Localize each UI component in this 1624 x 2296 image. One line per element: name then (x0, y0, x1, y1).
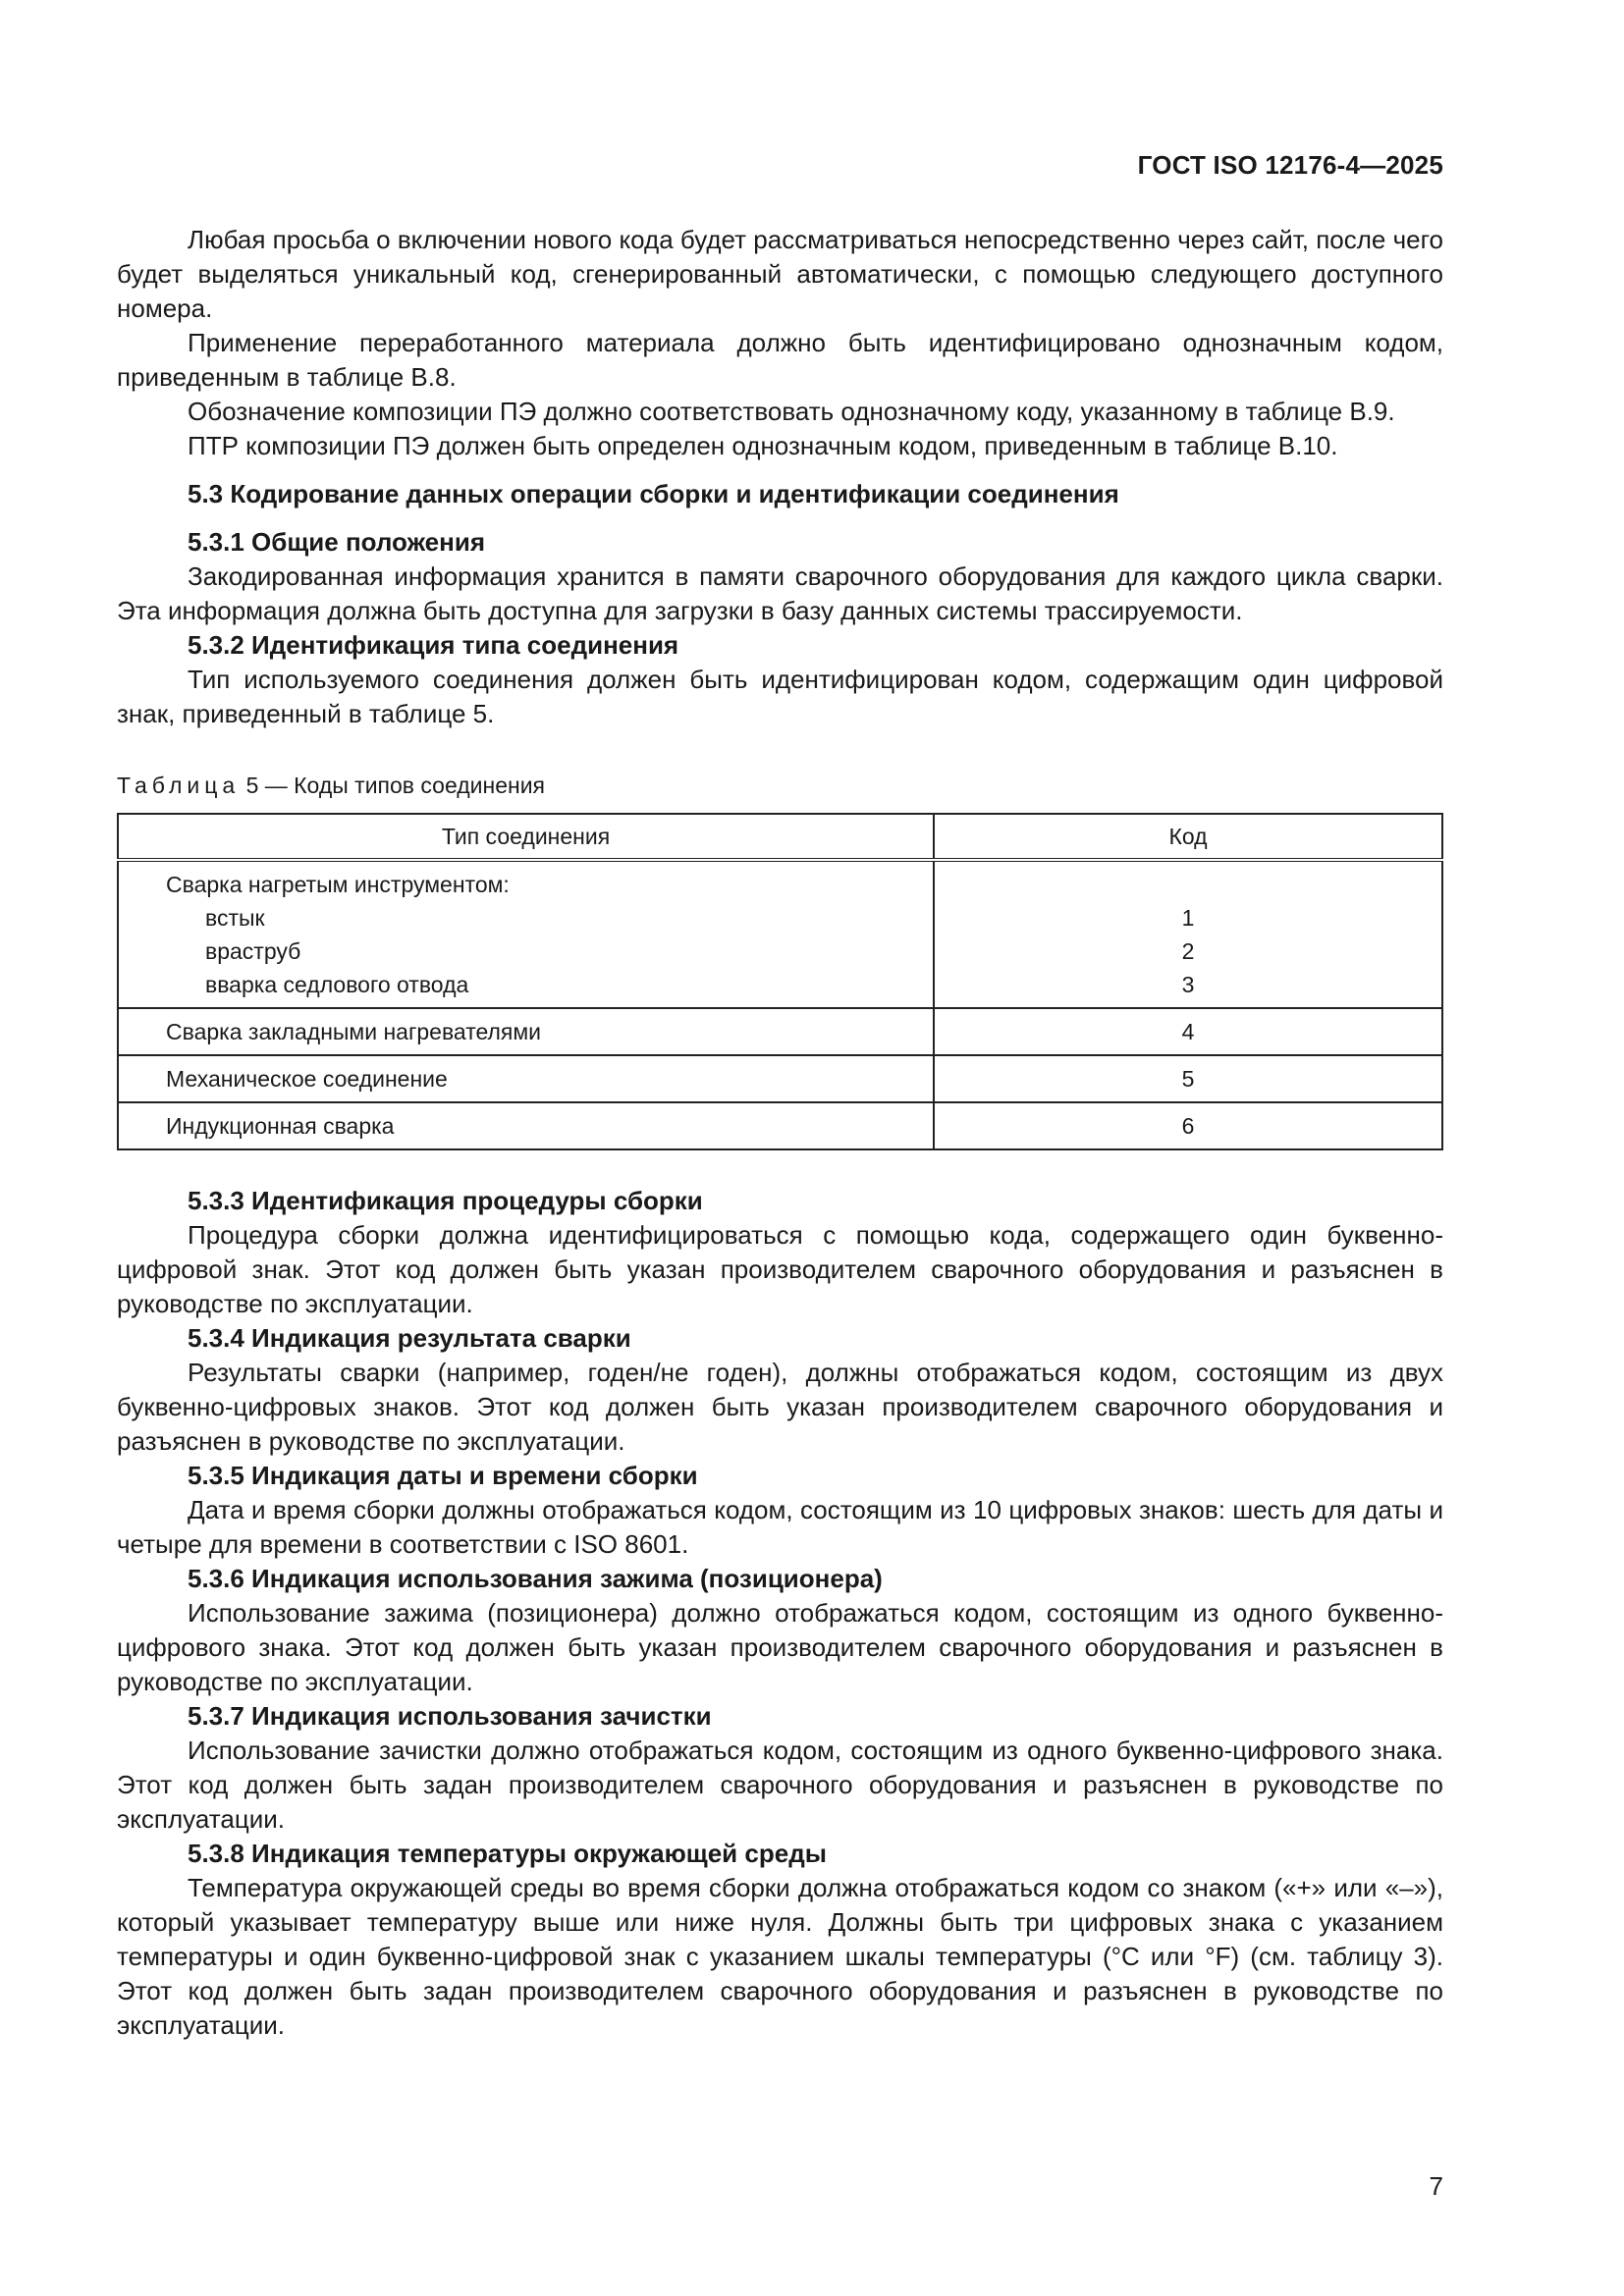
table-caption-label: Таблица (117, 773, 241, 798)
subsection-heading: 5.3.3 Идентификация процедуры сборки (188, 1186, 703, 1215)
subsection-heading-5-3-1: 5.3.1 Общие положения (188, 527, 485, 557)
paragraph: Любая просьба о включении нового кода будет рассматриваться непосредственно через сайт, после чего будет выделяться уникальный код, сгенерированный автоматически, с помощью следующего доступного номера. (117, 225, 1443, 323)
paragraph: Использование зачистки должно отображаться кодом, состоящим из одного буквенно-цифрового знака. Этот код должен быть задан производителем сварочного оборудования и разъяснен в руководстве по эксплуатации. (117, 1735, 1443, 1834)
joint-type-codes-table (117, 813, 1443, 1150)
table-header-row (118, 814, 1442, 860)
subsection-heading: 5.3.8 Индикация температуры окружающей среды (188, 1839, 827, 1868)
paragraph: ПТР композиции ПЭ должен быть определен однозначным кодом, приведенным в таблице В.10. (188, 431, 1338, 460)
code-value: 3 (1181, 972, 1195, 997)
code-cell: 5 (934, 1055, 1442, 1102)
paragraph: Использование зажима (позиционера) должно отображаться кодом, состоящим из одного буквенно-цифрового знака. Этот код должен быть указан производителем сварочного оборудования и разъяснен в руководстве по эксплуатации. (117, 1598, 1443, 1696)
paragraph: Дата и время сборки должны отображаться кодом, состоящим из 10 цифровых знаков: шесть для даты и четыре для времени в соответствии с ISO 8601. (117, 1495, 1443, 1559)
subsection-heading-5-3-2: 5.3.2 Идентификация типа соединения (188, 630, 679, 660)
code-cell: 4 (934, 1008, 1442, 1055)
section-heading-5-3: 5.3 Кодирование данных операции сборки и идентификации соединения (188, 479, 1119, 508)
paragraph: Результаты сварки (например, годен/не годен), должны отображаться кодом, состоящим из двух буквенно-цифровых знаков. Этот код должен быть указан производителем сварочного оборудования и разъяснен в руководстве по эксплуатации. (117, 1358, 1443, 1456)
document-header: ГОСТ ISO 12176-4—2025 (1137, 150, 1443, 180)
paragraph: Применение переработанного материала должно быть идентифицировано однозначным кодом, приведенным в таблице В.8. (117, 328, 1443, 392)
group-item: вварка седлового отвода (205, 972, 469, 997)
group-title: Сварка нагретым инструментом: (166, 872, 510, 897)
paragraph: Тип используемого соединения должен быть идентифицирован кодом, содержащим один цифровой знак, приведенный в таблице 5. (117, 665, 1443, 728)
table-row (118, 1008, 1442, 1055)
table-row (118, 1055, 1442, 1102)
paragraph: Закодированная информация хранится в памяти сварочного оборудования для каждого цикла сварки. Эта информация должна быть доступна для загрузки в базу данных системы трассируемости. (117, 561, 1443, 625)
group-item: враструб (205, 938, 301, 964)
table-caption-title: 5 — Коды типов соединения (240, 773, 546, 798)
code-cell (934, 860, 1442, 1008)
table-caption (117, 769, 1443, 803)
subsection-heading: 5.3.6 Индикация использования зажима (позиционера) (188, 1564, 883, 1593)
code-value: 2 (1181, 938, 1195, 964)
subsection-heading: 5.3.5 Индикация даты и времени сборки (188, 1461, 698, 1490)
code-value: 1 (1181, 905, 1195, 931)
table-row (118, 860, 1442, 1008)
column-header-code: Код (934, 814, 1442, 860)
page-content (117, 223, 1443, 2043)
group-item: встык (205, 905, 265, 931)
subsection-heading: 5.3.7 Индикация использования зачистки (188, 1701, 712, 1731)
type-cell: Индукционная сварка (118, 1102, 934, 1149)
page-number: 7 (1429, 2171, 1443, 2201)
column-header-type: Тип соединения (118, 814, 934, 860)
code-spacer (935, 868, 1441, 901)
table-row (118, 1102, 1442, 1149)
type-cell (118, 860, 934, 1008)
paragraph: Обозначение композиции ПЭ должно соответствовать однозначному коду, указанному в таблице В.9. (188, 397, 1395, 426)
type-cell: Механическое соединение (118, 1055, 934, 1102)
code-cell: 6 (934, 1102, 1442, 1149)
subsection-heading: 5.3.4 Индикация результата сварки (188, 1323, 631, 1353)
paragraph: Процедура сборки должна идентифицироваться с помощью кода, содержащего один буквенно-цифровой знак. Этот код должен быть указан производителем сварочного оборудования и разъяснен в руководстве по эксплуатации. (117, 1220, 1443, 1318)
type-cell: Сварка закладными нагревателями (118, 1008, 934, 1055)
paragraph: Температура окружающей среды во время сборки должна отображаться кодом со знаком («+» или «–»), который указывает температуру выше или ниже нуля. Должны быть три цифровых знака с указанием температуры и один буквенно-цифровой знак с указанием шкалы температуры (°C или °F) (см. таблицу 3). Этот код должен быть задан производителем сварочного оборудования и разъяснен в руководстве по эксплуатации. (117, 1873, 1444, 2040)
